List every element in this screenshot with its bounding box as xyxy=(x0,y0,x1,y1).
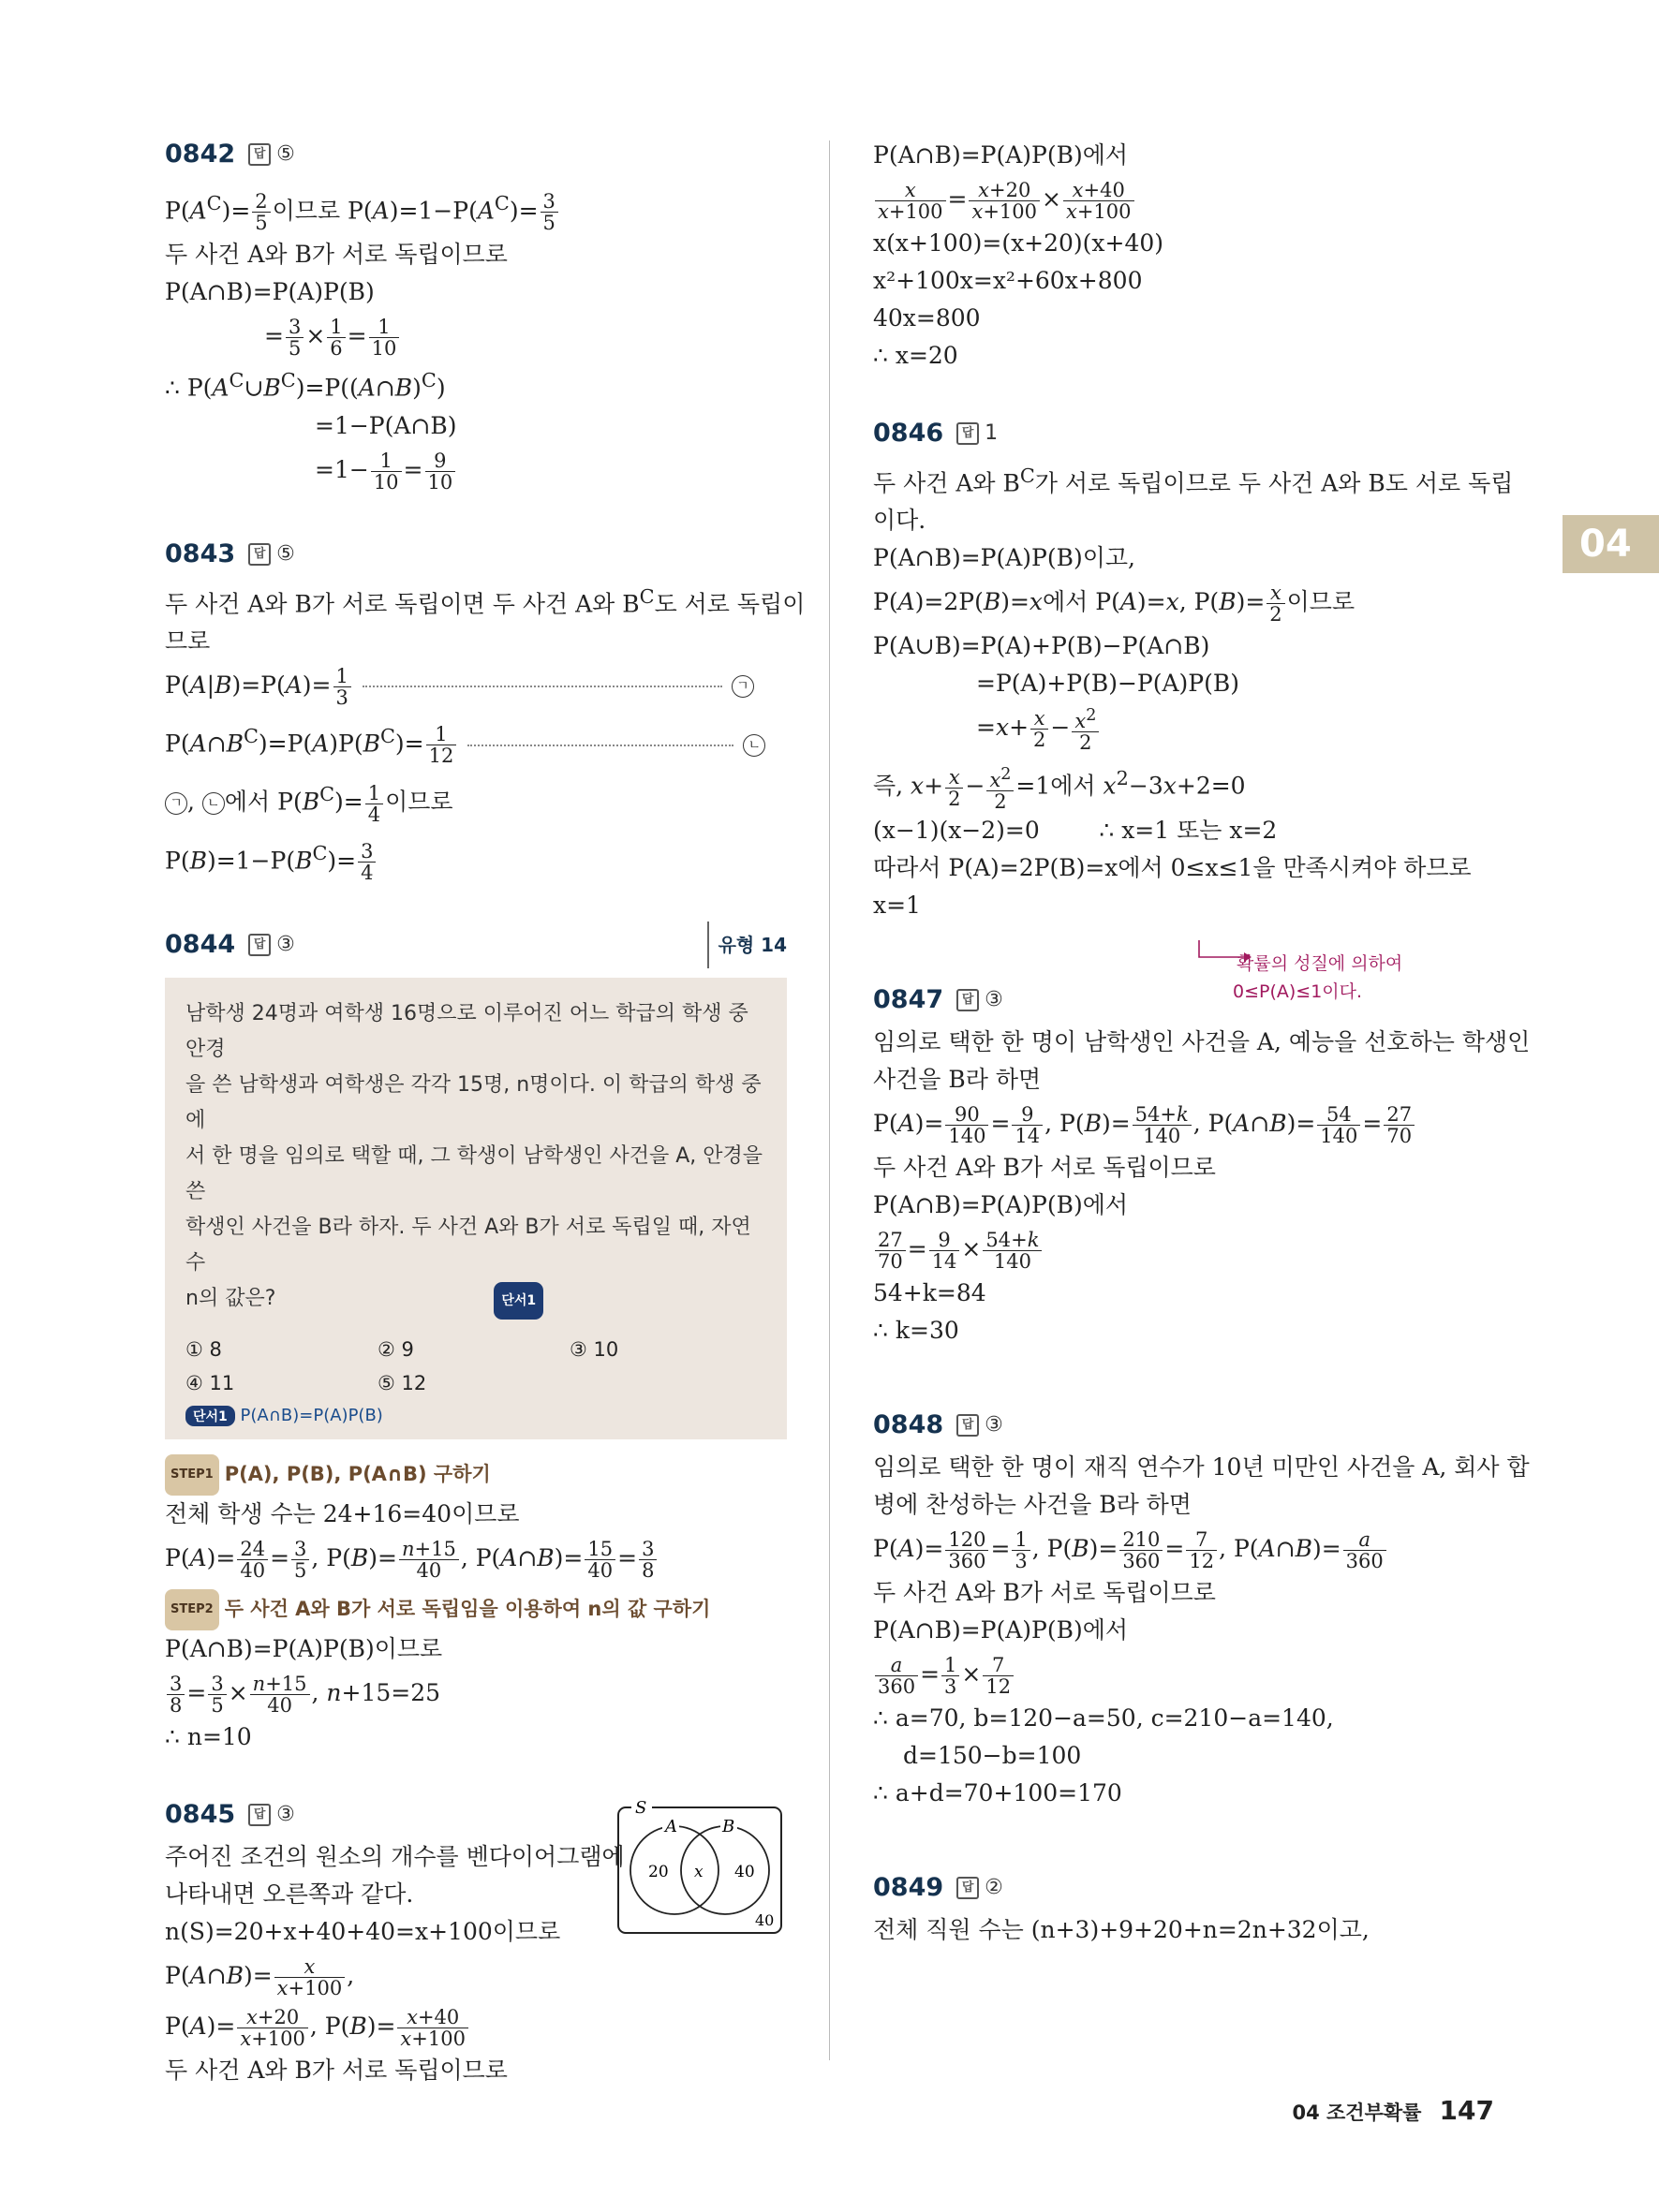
region-outside: 40 xyxy=(755,1911,775,1929)
equation-line: $P(B)=1-P(B^C)=$ $\frac{3}{4}$ xyxy=(165,828,787,886)
equation-line: ∴ a=70, b=120−a=50, c=210−a=140, xyxy=(873,1703,1334,1732)
equation-line: d=150−b=100 xyxy=(903,1741,1082,1769)
answer-value: ② xyxy=(985,1875,1003,1899)
text-line: 임의로 택한 한 명이 재직 연수가 10년 미만인 사건을 A, 회사 합 xyxy=(873,1453,1530,1481)
answer-choices xyxy=(185,1333,766,1400)
equation-line: $P(A\cap B^C)=P(A)P(B^C)=$ $\frac{1}{12}$ ㄴ xyxy=(165,711,787,769)
problem-line: 을 쓴 남학생과 여학생은 각각 15명, n명이다. 이 학급의 학생 중에 xyxy=(185,1072,762,1132)
text-line: 이다. xyxy=(873,507,926,535)
answer-icon: 답 xyxy=(956,1877,979,1899)
equation-line: P(A∩B)=P(A)P(B)이므로 xyxy=(165,1634,443,1662)
choice: ③ 10 xyxy=(570,1337,619,1361)
equation-line: P(A)= $\frac{24}{40}$ = $\frac{3}{5}$ , P(B)= $\frac{n+15}{40}$ , P(A∩B)= $\frac{15}{40}$ = $\frac{3}{8}$ xyxy=(165,1533,787,1584)
question-number: 0847 xyxy=(873,984,944,1014)
choice: ② 9 xyxy=(378,1337,414,1361)
equation-line: ∴ k=30 xyxy=(873,1316,959,1344)
answer-icon: 답 xyxy=(248,934,271,956)
equation-line: $P(A^C)=$ $\frac{2}{5}$ 이므로 $P(A)=1-P(A^C)=$ $\frac{3}{5}$ xyxy=(165,178,787,236)
answer-value: ⑤ xyxy=(276,142,295,166)
region-a-only: 20 xyxy=(648,1863,669,1881)
answer-value: ③ xyxy=(276,1802,295,1826)
choice: ① 8 xyxy=(185,1337,222,1361)
page-number: 147 xyxy=(1439,2095,1494,2126)
step1-heading: STEP1 P(A), P(B), P(A∩B) 구하기 xyxy=(165,1454,787,1496)
circled-nieun-icon: ㄴ xyxy=(743,734,765,757)
answer-icon: 답 xyxy=(956,1414,979,1437)
question-number: 0842 xyxy=(165,140,236,169)
equation-line: P(A)= $\frac{120}{360}$ = $\frac{1}{3}$ , P(B)= $\frac{210}{360}$ = $\frac{7}{12}$ , P(A∩B)= $\frac{a}{360}$ xyxy=(873,1524,1495,1574)
equation-line: ∴ n=10 xyxy=(165,1722,252,1750)
equation-line: P(A∪B)=P(A)+P(B)−P(A∩B) xyxy=(873,632,1210,660)
problem-line: 서 한 명을 임의로 택할 때, 그 학생이 남학생인 사건을 A, 안경을 쓴 xyxy=(185,1143,763,1203)
text-line: 두 사건 A와 B가 서로 독립이므로 xyxy=(873,1153,1216,1181)
question-header-0846 xyxy=(873,410,1495,457)
page-footer xyxy=(1292,2095,1494,2126)
equation-line: ∴ x=20 xyxy=(873,342,958,369)
equation-line: $\frac{a}{360}$ = $\frac{1}{3}$ × $\frac{7}{12}$ xyxy=(873,1649,1495,1700)
equation-line: x=1 xyxy=(873,891,921,919)
region-intersection: x xyxy=(694,1863,704,1881)
question-number: 0845 xyxy=(165,1799,236,1829)
answer-icon: 답 xyxy=(956,989,979,1011)
choice: ⑤ 12 xyxy=(378,1371,427,1394)
equation-line: =1−P(A∩B) xyxy=(315,411,457,439)
text-line: 사건을 B라 하면 xyxy=(873,1065,1042,1093)
equation-line: =x+ $\frac{x}{2}$ − $\frac{x^2}{2}$ xyxy=(873,702,1495,753)
equation-line: P(A|B)=P(A)= $\frac{1}{3}$ ㄱ xyxy=(165,660,787,711)
answer-value: ③ xyxy=(276,932,295,956)
equation-line: P(A)=2P(B)=x에서 P(A)=x, P(B)= $\frac{x}{2}$ 이므로 xyxy=(873,582,1355,627)
equation-line: P(A∩B)=P(A)P(B)에서 xyxy=(873,1615,1129,1644)
equation-line: $\frac{27}{70}$ = $\frac{9}{14}$ × $\frac{54+k}{140}$ xyxy=(873,1224,1495,1275)
problem-line: n의 값은? 단서1 xyxy=(185,1281,766,1320)
text-line: 므로 xyxy=(165,627,211,655)
text-line: 나타내면 오른쪽과 같다. xyxy=(165,1880,414,1908)
text-line: 병에 찬성하는 사건을 B라 하면 xyxy=(873,1490,1192,1518)
equation-line: = $\frac{3}{5}$ × $\frac{1}{6}$ = $\frac{1}{10}$ xyxy=(165,311,787,361)
equation-line: 54+k=84 xyxy=(873,1278,986,1306)
equation-line: P(A∩B)=P(A)P(B)에서 xyxy=(873,1190,1129,1218)
question-header-0849 xyxy=(873,1865,1495,1911)
equation-line: P(A∩B)=P(A)P(B) xyxy=(165,278,375,306)
answer-icon: 답 xyxy=(248,543,271,566)
set-label-b: B xyxy=(722,1817,735,1836)
text-line: 두 사건 A와 B가 서로 독립이면 두 사건 A와 $B^C$도 서로 독립이 xyxy=(165,584,806,617)
set-label-a: A xyxy=(665,1817,677,1836)
equation-line: =1− $\frac{1}{10}$ = $\frac{9}{10}$ xyxy=(165,445,787,495)
question-number: 0848 xyxy=(873,1409,944,1439)
equation-line: ∴ $P(A^C\cup B^C)=P((A\cap B)^C)$ xyxy=(165,369,446,402)
question-header-0843 xyxy=(165,531,787,578)
question-number: 0843 xyxy=(165,538,236,568)
text-line: 두 사건 A와 B가 서로 독립이므로 xyxy=(165,2056,508,2084)
column-divider xyxy=(829,140,830,2060)
equation-line: P(A∩B)= $\frac{x}{x+100}$ , xyxy=(165,1954,355,1999)
equation-line: $\frac{x}{x+100}$ = $\frac{x+20}{x+100}$ × $\frac{x+40}{x+100}$ xyxy=(873,174,1495,225)
equation-line: P(A∩B)=P(A)P(B)에서 xyxy=(873,141,1129,169)
equation-line: P(A∩B)=P(A)P(B)이고, xyxy=(873,544,1135,572)
question-number: 0849 xyxy=(873,1872,944,1902)
note-line: 확률의 성질에 의하여 xyxy=(1237,953,1403,974)
problem-line: 남학생 24명과 여학생 16명으로 이루어진 어느 학급의 학생 중 안경 xyxy=(185,1001,748,1061)
question-header-0842 xyxy=(165,131,787,178)
choice: ④ 11 xyxy=(185,1371,235,1394)
equation-line: ㄱ , ㄴ 에서 $P(B^C)=$ $\frac{1}{4}$ 이므로 xyxy=(165,769,787,827)
question-number: 0846 xyxy=(873,419,944,448)
circled-giyeok-icon: ㄱ xyxy=(732,675,754,698)
note-line: 0≤P(A)≤1이다. xyxy=(1233,981,1363,1002)
text-line: 주어진 조건의 원소의 개수를 벤다이어그램에 xyxy=(165,1842,625,1870)
set-a-circle xyxy=(630,1826,718,1914)
text-line: 전체 직원 수는 (n+3)+9+20+n=2n+32이고, xyxy=(873,1915,1370,1943)
chapter-title: 04 조건부확률 xyxy=(1292,2101,1422,2124)
chapter-tab: 04 xyxy=(1563,515,1659,573)
text-line: 두 사건 A와 B가 서로 독립이므로 xyxy=(873,1578,1216,1606)
right-column xyxy=(873,137,1531,1949)
equation-line: ∴ a+d=70+100=170 xyxy=(873,1778,1122,1806)
answer-icon: 답 xyxy=(248,1804,271,1826)
text-line: 전체 학생 수는 24+16=40이므로 xyxy=(165,1499,520,1527)
equation-line: n(S)=20+x+40+40=x+100이므로 xyxy=(165,1917,561,1945)
answer-value: ⑤ xyxy=(276,541,295,566)
step2-heading: STEP2 두 사건 A와 B가 서로 독립임을 이용하여 n의 값 구하기 xyxy=(165,1589,787,1630)
answer-value: ③ xyxy=(985,987,1003,1011)
text-line: 임의로 택한 한 명이 남학생인 사건을 A, 예능을 선호하는 학생인 xyxy=(873,1027,1531,1055)
answer-icon: 답 xyxy=(248,143,271,166)
equation-line: $\frac{3}{8}$ = $\frac{3}{5}$ × $\frac{n+15}{40}$ , n+15=25 xyxy=(165,1668,787,1718)
equation-line: P(A)= $\frac{x+20}{x+100}$ , P(B)= $\frac{x+40}{x+100}$ xyxy=(165,2001,787,2052)
text-line: 따라서 P(A)=2P(B)=x에서 0≤x≤1을 만족시켜야 하므로 xyxy=(873,853,1472,881)
equation-line: 즉, x+ $\frac{x}{2}$ − $\frac{x^2}{2}$ =1에서 $x^2-3x+2=0$ xyxy=(873,764,1246,813)
hint-tag: 단서1 xyxy=(494,1282,543,1320)
answer-value: ③ xyxy=(985,1412,1003,1437)
problem-box xyxy=(165,978,787,1439)
region-b-only: 40 xyxy=(734,1863,755,1881)
text-line: 두 사건 A와 B가 서로 독립이므로 xyxy=(165,241,508,269)
question-header-0847 xyxy=(873,977,1495,1024)
question-number: 0844 xyxy=(165,929,236,959)
problem-line: 학생인 사건을 B라 하자. 두 사건 A와 B가 서로 독립일 때, 자연수 xyxy=(185,1215,751,1275)
text-line: 두 사건 A와 $B^C$가 서로 독립이므로 두 사건 A와 B도 서로 독립 xyxy=(873,465,1514,497)
equation-line: x(x+100)=(x+20)(x+40) xyxy=(873,229,1164,257)
equation-line: 40x=800 xyxy=(873,304,981,332)
answer-value: 1 xyxy=(985,421,999,445)
equation-line: (x−1)(x−2)=0 ∴ x=1 또는 x=2 xyxy=(873,816,1278,844)
problem-type-label: 유형 14 xyxy=(707,922,787,968)
question-header-0848 xyxy=(873,1402,1495,1449)
set-label-s: S xyxy=(635,1800,647,1818)
question-header-0844 xyxy=(165,922,787,968)
left-column xyxy=(165,131,806,2089)
answer-icon: 답 xyxy=(956,422,979,445)
venn-diagram xyxy=(616,1800,785,1939)
hint-line: 단서1 P(A∩B)=P(A)P(B) xyxy=(185,1406,766,1426)
equation-line: =P(A)+P(B)−P(A)P(B) xyxy=(976,670,1240,698)
equation-line: P(A)= $\frac{90}{140}$ = $\frac{9}{14}$ , P(B)= $\frac{54+k}{140}$ , P(A∩B)= $\frac{54}{140}$ = $\frac{27}{70}$ xyxy=(873,1099,1495,1149)
equation-line: x²+100x=x²+60x+800 xyxy=(873,267,1143,294)
